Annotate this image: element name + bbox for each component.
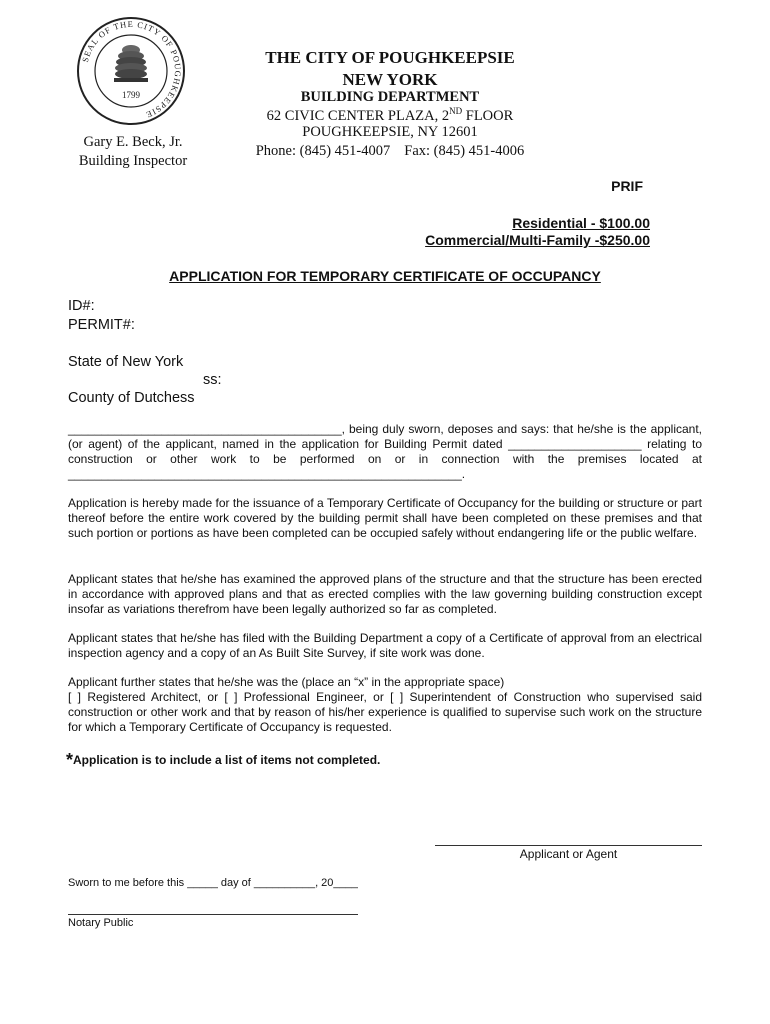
seal-year: 1799 <box>122 90 140 100</box>
ss-label: ss: <box>203 372 222 388</box>
department-address: 62 CIVIC CENTER PLAZA, 2ND FLOOR <box>266 106 514 124</box>
city-name: THE CITY OF POUGHKEEPSIE <box>265 48 515 67</box>
phone-number: Phone: (845) 451-4007 <box>255 143 391 159</box>
state-label: State of New York <box>68 354 184 370</box>
city-seal-logo <box>76 16 186 126</box>
applicant-label: Applicant or Agent <box>519 847 618 861</box>
fax-number: Fax: (845) 451-4006 <box>404 143 525 159</box>
applicant-signature-line <box>435 845 702 846</box>
permit-label: PERMIT#: <box>68 317 135 333</box>
city-zip: POUGHKEEPSIE, NY 12601 <box>302 124 478 140</box>
sworn-line: Sworn to me before this _____ day of __________, 20____ <box>68 877 358 889</box>
inspector-title: Building Inspector <box>78 153 188 169</box>
county-label: County of Dutchess <box>68 390 195 406</box>
plans-paragraph: Applicant states that he/she has examined the approved plans of the structure and that the structure has been erected in accordance with approved plans and that as erected complies with the law governing building construction except insofar as variations therefrom have been legally authorized so far as completed. <box>68 572 702 616</box>
inspector-block <box>60 133 206 171</box>
id-label: ID#: <box>68 298 95 314</box>
application-paragraph: Application is hereby made for the issuance of a Temporary Certificate of Occupancy for the building or structure or part thereof before the entire work covered by the building permit shall have been completed on these premises and that such portion or portions as have been completed can be occupied safely without endangering life or the public welfare. <box>68 496 702 540</box>
state-name: NEW YORK <box>342 70 438 89</box>
fee-residential: Residential - $100.00 <box>512 215 650 231</box>
fee-commercial: Commercial/Multi-Family -$250.00 <box>425 232 650 248</box>
contact-line <box>200 143 580 160</box>
form-code: PRIF <box>611 178 643 194</box>
department-name: BUILDING DEPARTMENT <box>300 89 480 105</box>
qualification-paragraph: Applicant further states that he/she was the (place an “x” in the appropriate space) [ ] Registered Architect, or [ ] Professional Engineer, or [ ] Superintendent of Construction who supervised said construction or other work and that by reason of his/her experience is qualified to supervise such work on the structure for which a Temporary Certificate of Occupancy is requested. <box>68 675 702 734</box>
electrical-paragraph: Applicant states that he/she has filed with the Building Department a copy of a Certificate of approval from an electrical inspection agency and a copy of an As Built Site Survey, if site work was done. <box>68 631 702 660</box>
inspector-name: Gary E. Beck, Jr. <box>83 134 183 150</box>
completion-note: *Application is to include a list of items not completed. <box>66 750 381 770</box>
form-title: APPLICATION FOR TEMPORARY CERTIFICATE OF OCCUPANCY <box>169 268 601 284</box>
oath-paragraph: _________________________________________, being duly sworn, deposes and says: that he/she is the applicant, (or agent) of the applicant, named in the application for Building Permit dated ____________________ relating to construction or other work to be performed on or in connection with the premises located at ___________________________________________________________. <box>68 422 702 481</box>
notary-signature-line <box>68 914 358 915</box>
seal-text: SEAL OF THE CITY OF POUGHKEEPSIE <box>79 18 184 121</box>
notary-label: Notary Public <box>68 917 134 929</box>
